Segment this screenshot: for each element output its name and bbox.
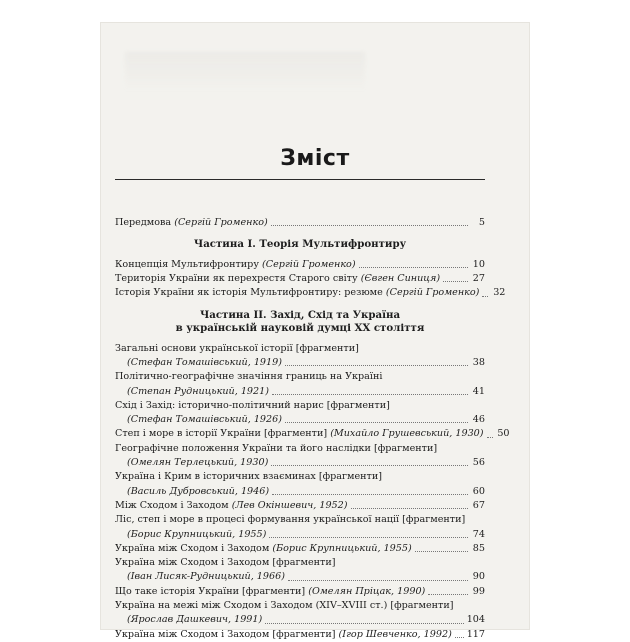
toc-entry-title-line[interactable]: Політично-географічне значіння границь на Україні	[115, 371, 383, 383]
page-number: 117	[466, 628, 485, 640]
title-rule	[115, 179, 485, 180]
toc-entry-title-line[interactable]: Україна між Сходом і Заходом [фрагменти]	[115, 557, 336, 569]
page-number: 85	[472, 542, 485, 554]
dot-leader	[428, 594, 468, 595]
page-number: 60	[472, 485, 485, 497]
page-number: 46	[472, 414, 485, 426]
page-number: 56	[472, 457, 485, 469]
page-number: 74	[472, 528, 485, 540]
entry-author: (Борис Крупницький, 1955)	[127, 528, 267, 540]
dot-leader	[271, 465, 468, 466]
part-2-heading-line-2: в українській науковій думці ХХ століття	[175, 322, 425, 335]
toc-entry[interactable]	[115, 585, 485, 599]
entry-author: (Ігор Шевченко, 1992)	[338, 628, 452, 640]
toc-entry-title-line[interactable]: Схід і Захід: історично-політичний нарис [фрагменти]	[115, 399, 390, 411]
page-number: 32	[493, 287, 506, 299]
dot-leader	[487, 437, 493, 438]
toc-entry[interactable]	[115, 456, 485, 470]
toc-entry[interactable]	[115, 272, 485, 286]
entry-author: (Сергій Громенко)	[385, 287, 480, 299]
toc-entry-title-line[interactable]: Географічне положення України та його наслідки [фрагменти]	[115, 442, 438, 454]
page-number: 99	[472, 585, 485, 597]
dot-leader	[269, 537, 468, 538]
entry-author: (Борис Крупницький, 1955)	[272, 542, 412, 554]
dot-leader	[351, 508, 469, 509]
entry-title: Територія України як перехрестя Старого світу	[115, 273, 358, 285]
entry-title: Україна між Сходом і Заходом	[115, 542, 270, 554]
toc-entry-preface[interactable]	[115, 216, 485, 230]
table-of-contents	[115, 216, 510, 642]
page-number: 27	[472, 273, 485, 285]
entry-author: (Сергій Громенко)	[262, 258, 356, 270]
dot-leader	[285, 422, 468, 423]
toc-entry[interactable]	[115, 356, 485, 370]
entry-title: Що таке історія України [фрагменти]	[115, 585, 306, 597]
dot-leader	[272, 394, 468, 395]
page-number: 50	[497, 428, 510, 440]
dot-leader	[265, 623, 463, 624]
bleed-through-shadow	[125, 52, 365, 92]
toc-entry-title-line[interactable]: Ліс, степ і море в процесі формування української нації [фрагменти]	[115, 514, 466, 526]
page-title: Зміст	[280, 146, 350, 171]
entry-title: Між Сходом і Заходом	[115, 499, 229, 511]
entry-author: (Омелян Терлецький, 1930)	[127, 457, 269, 469]
entry-title: Україна між Сходом і Заходом [фрагменти]	[115, 628, 336, 640]
entry-author: (Василь Дубровський, 1946)	[127, 485, 270, 497]
toc-entry[interactable]	[115, 542, 485, 556]
entry-title: Степ і море в історії України [фрагменти]	[115, 428, 328, 440]
entry-author: (Лев Окіншевич, 1952)	[231, 499, 348, 511]
entry-title: Передмова	[115, 217, 172, 228]
dot-leader	[271, 225, 468, 226]
page-number: 5	[478, 217, 485, 228]
dot-leader	[272, 494, 468, 495]
toc-entry-title-line[interactable]: Загальні основи української історії [фрагменти]	[115, 342, 359, 354]
entry-author: (Сергій Громенко)	[174, 217, 268, 228]
dot-leader	[443, 281, 468, 282]
toc-entry[interactable]	[115, 613, 485, 627]
page-number: 41	[472, 385, 485, 397]
toc-entry-title-line[interactable]: Україна і Крим в історичних взаєминах [фрагменти]	[115, 471, 382, 483]
page-number: 67	[472, 499, 485, 511]
toc-entry[interactable]	[115, 286, 506, 300]
dot-leader	[482, 296, 488, 297]
entry-author: (Стефан Томашівський, 1926)	[127, 414, 282, 426]
dot-leader	[415, 551, 468, 552]
entry-author: (Степан Рудницький, 1921)	[127, 385, 269, 397]
entry-title: Концепція Мультифронтиру	[115, 258, 259, 270]
page-number: 90	[472, 571, 485, 583]
dot-leader	[359, 267, 468, 268]
toc-entry[interactable]	[115, 485, 485, 499]
toc-entry[interactable]	[115, 385, 485, 399]
page-number: 104	[466, 614, 485, 626]
toc-entry[interactable]	[115, 413, 485, 427]
part-2-heading-line-1: Частина ІІ. Захід, Схід та Україна	[199, 308, 401, 321]
toc-entry[interactable]	[115, 427, 510, 441]
toc-entry[interactable]	[115, 528, 485, 542]
entry-title: Історія України як історія Мультифронтиру: резюме	[115, 287, 383, 299]
entry-author: (Омелян Пріцак, 1990)	[308, 585, 426, 597]
entry-author: (Іван Лисяк-Рудницький, 1966)	[127, 571, 285, 583]
dot-leader	[288, 580, 468, 581]
entry-author: (Євген Синиця)	[360, 273, 441, 285]
entry-author: (Михайло Грушевський, 1930)	[330, 428, 484, 440]
page-number: 10	[472, 258, 485, 270]
dot-leader	[455, 637, 464, 638]
toc-entry-title-line[interactable]: Україна на межі між Сходом і Заходом (XIV–XVIII ст.) [фрагменти]	[115, 600, 454, 612]
toc-entry[interactable]	[115, 258, 485, 272]
toc-entry[interactable]	[115, 499, 485, 513]
toc-entry[interactable]	[115, 570, 485, 584]
dot-leader	[285, 365, 468, 366]
entry-author: (Ярослав Дашкевич, 1991)	[127, 614, 263, 626]
part-1-heading: Частина І. Теорія Мультифронтиру	[193, 238, 407, 251]
entry-author: (Стефан Томашівський, 1919)	[127, 356, 282, 368]
page-number: 38	[472, 356, 485, 368]
